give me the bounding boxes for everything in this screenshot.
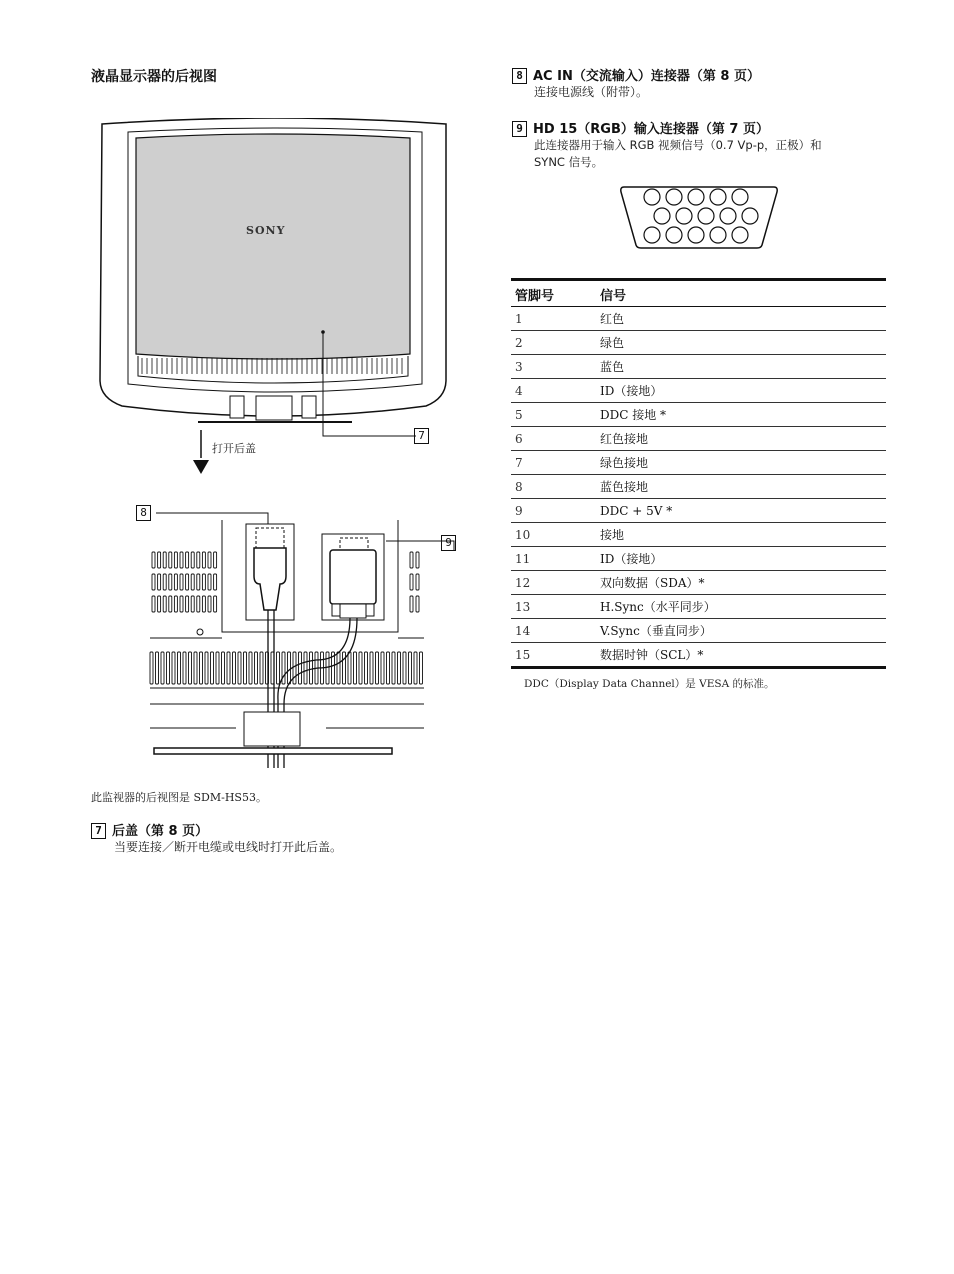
pin-signal: 数据时钟（SCL）* <box>596 643 886 668</box>
pin-hole <box>742 208 758 224</box>
pin-hole <box>720 208 736 224</box>
pin-signal: 绿色接地 <box>596 451 886 475</box>
pin-number: 8 <box>511 475 596 499</box>
pin-number: 15 <box>511 643 596 668</box>
item-8-number: 8 <box>512 68 527 84</box>
table-row <box>511 523 886 547</box>
callout-7: 7 <box>414 428 429 444</box>
pin-number: 14 <box>511 619 596 643</box>
item-9 <box>512 118 892 171</box>
pin-hole <box>732 189 748 205</box>
pin-hole <box>710 227 726 243</box>
pin-hole <box>688 189 704 205</box>
pin-signal: DDC + 5V * <box>596 499 886 523</box>
table-row <box>511 547 886 571</box>
pin-number: 5 <box>511 403 596 427</box>
callout-8: 8 <box>136 505 151 521</box>
arrow-down-icon <box>193 460 209 474</box>
pin-hole <box>654 208 670 224</box>
hd15-pin-diagram <box>620 183 780 251</box>
item-7 <box>91 820 342 856</box>
item-9-body-line1: 此连接器用于输入 RGB 视频信号（0.7 Vp-p，正极）和 <box>534 138 822 152</box>
connector-panel-illustration <box>136 500 466 775</box>
pin-signal: 双向数据（SDA）* <box>596 571 886 595</box>
pin-hole <box>688 227 704 243</box>
pin-number: 6 <box>511 427 596 451</box>
pin-hole <box>698 208 714 224</box>
pin-number: 7 <box>511 451 596 475</box>
pin-signal: DDC 接地 * <box>596 403 886 427</box>
table-row <box>511 619 886 643</box>
item-7-body: 当要连接／断开电缆或电线时打开此后盖。 <box>114 840 343 854</box>
pin-signal: ID（接地） <box>596 379 886 403</box>
pin-number: 2 <box>511 331 596 355</box>
pin-signal: 红色接地 <box>596 427 886 451</box>
item-7-title: 后盖（第 8 页） <box>112 824 209 839</box>
header-pin: 管脚号 <box>511 280 596 307</box>
item-9-number: 9 <box>512 121 527 137</box>
pin-number: 11 <box>511 547 596 571</box>
pin-signal: H.Sync（水平同步） <box>596 595 886 619</box>
pin-hole <box>732 227 748 243</box>
open-cover-label: 打开后盖 <box>212 442 256 455</box>
table-row <box>511 403 886 427</box>
pin-signal: 蓝色 <box>596 355 886 379</box>
item-9-body-line2: SYNC 信号。 <box>534 155 604 169</box>
item-9-title: HD 15（RGB）输入连接器（第 7 页） <box>533 122 769 137</box>
table-row <box>511 595 886 619</box>
pin-signal: ID（接地） <box>596 547 886 571</box>
pin-hole <box>644 189 660 205</box>
table-row <box>511 571 886 595</box>
table-row <box>511 307 886 331</box>
pin-number: 4 <box>511 379 596 403</box>
pin-number: 9 <box>511 499 596 523</box>
pin-signal: 红色 <box>596 307 886 331</box>
callout-9: 9 <box>441 535 456 551</box>
table-row <box>511 355 886 379</box>
pin-number: 3 <box>511 355 596 379</box>
pin-signal: V.Sync（垂直同步） <box>596 619 886 643</box>
pin-signal: 蓝色接地 <box>596 475 886 499</box>
item-7-number: 7 <box>91 823 106 839</box>
pin-number: 13 <box>511 595 596 619</box>
table-row <box>511 427 886 451</box>
pin-hole <box>676 208 692 224</box>
item-8 <box>512 65 760 101</box>
table-row <box>511 451 886 475</box>
table-row <box>511 499 886 523</box>
monitor-rear-illustration <box>90 118 460 458</box>
pin-hole <box>710 189 726 205</box>
header-signal: 信号 <box>596 280 886 307</box>
pin-signal: 接地 <box>596 523 886 547</box>
pin-hole <box>644 227 660 243</box>
item-8-body: 连接电源线（附带）。 <box>534 85 649 99</box>
pin-hole <box>666 227 682 243</box>
brand-logo: SONY <box>246 224 286 237</box>
pin-signal: 绿色 <box>596 331 886 355</box>
table-row <box>511 331 886 355</box>
section-heading: 液晶显示器的后视图 <box>91 69 217 85</box>
pin-number: 12 <box>511 571 596 595</box>
footnote: DDC（Display Data Channel）是 VESA 的标准。 <box>524 678 775 690</box>
item-8-title: AC IN（交流输入）连接器（第 8 页） <box>533 69 760 84</box>
table-row <box>511 379 886 403</box>
table-row <box>511 643 886 668</box>
pin-table <box>511 278 886 669</box>
pin-number: 10 <box>511 523 596 547</box>
illustration-caption: 此监视器的后视图是 SDM-HS53。 <box>91 791 267 804</box>
pin-number: 1 <box>511 307 596 331</box>
table-row <box>511 475 886 499</box>
pin-hole <box>666 189 682 205</box>
